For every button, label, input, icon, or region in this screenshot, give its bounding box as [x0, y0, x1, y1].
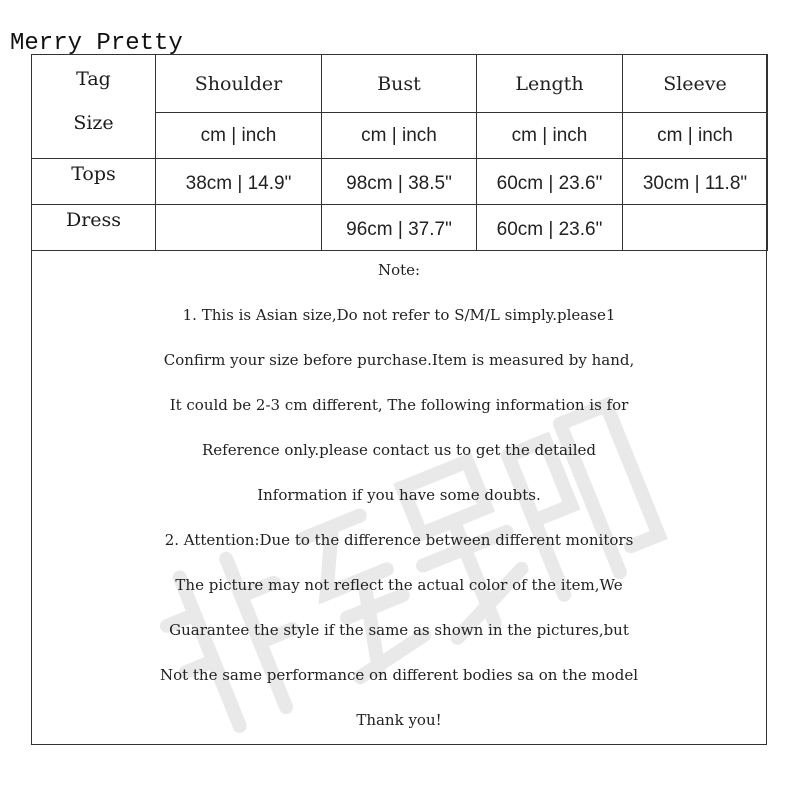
tag-size-header — [32, 55, 156, 159]
tag-size-line1: Tag — [76, 68, 111, 90]
unit-label: cm | inch — [156, 113, 322, 159]
tops-length: 60cm | 23.6" — [477, 159, 623, 205]
note-line: It could be 2-3 cm different, The following information is for — [169, 396, 629, 414]
column-header-length: Length — [477, 55, 623, 113]
size-chart-table — [31, 54, 768, 251]
dress-shoulder — [156, 205, 322, 251]
note-line: Information if you have some doubts. — [257, 486, 541, 504]
dress-length: 60cm | 23.6" — [477, 205, 623, 251]
note-line: 2. Attention:Due to the difference between different monitors — [164, 531, 634, 549]
table-row — [32, 205, 768, 251]
unit-label: cm | inch — [322, 113, 477, 159]
unit-label: cm | inch — [623, 113, 768, 159]
tag-size-line2: Size — [73, 112, 114, 134]
note-line: Not the same performance on different bodies sa on the model — [159, 666, 639, 684]
unit-label: cm | inch — [477, 113, 623, 159]
tops-shoulder: 38cm | 14.9" — [156, 159, 322, 205]
column-header-bust: Bust — [322, 55, 477, 113]
note-line: 1. This is Asian size,Do not refer to S/M/L simply.please1 — [182, 306, 616, 324]
note-line: Confirm your size before purchase.Item is measured by hand, — [163, 351, 635, 369]
row-label-tops: Tops — [32, 159, 156, 205]
tops-bust: 98cm | 38.5" — [322, 159, 477, 205]
column-header-shoulder: Shoulder — [156, 55, 322, 113]
dress-sleeve — [623, 205, 768, 251]
note-line: Reference only.please contact us to get the detailed — [202, 441, 596, 459]
note-line: The picture may not reflect the actual color of the item,We — [175, 576, 623, 594]
note-line: Thank you! — [356, 711, 442, 729]
table-row — [32, 159, 768, 205]
row-label-dress: Dress — [32, 205, 156, 251]
column-header-sleeve: Sleeve — [623, 55, 768, 113]
brand-name: Merry Pretty — [10, 30, 183, 57]
notes-section — [31, 255, 767, 750]
note-line: Guarantee the style if the same as shown in the pictures,but — [169, 621, 629, 639]
dress-bust: 96cm | 37.7" — [322, 205, 477, 251]
notes-heading: Note: — [377, 261, 421, 279]
tops-sleeve: 30cm | 11.8" — [623, 159, 768, 205]
